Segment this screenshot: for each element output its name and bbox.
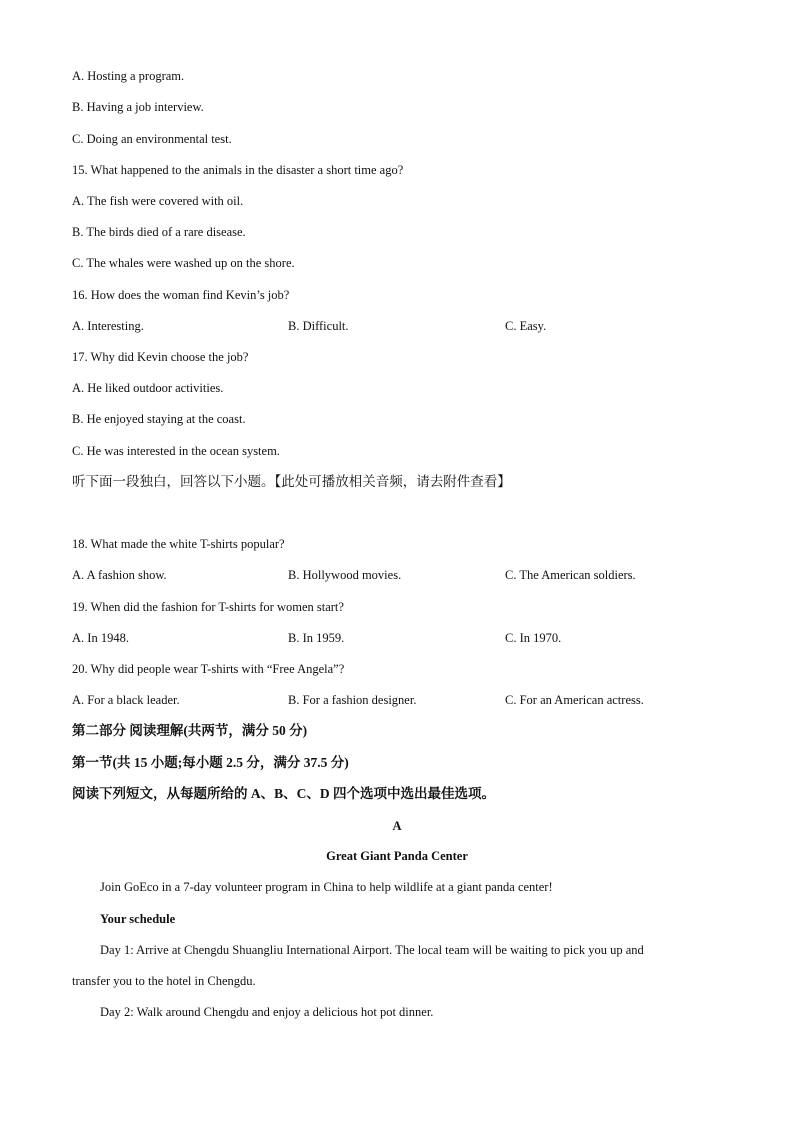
q18-option-a: A. A fashion show. [72, 568, 167, 582]
q16-question: 16. How does the woman find Kevin’s job? [72, 288, 290, 302]
q14-option-a: A. Hosting a program. [72, 69, 185, 83]
q17-question: 17. Why did Kevin choose the job? [72, 350, 249, 364]
q17-option-b: B. He enjoyed staying at the coast. [72, 412, 246, 426]
q16-option-b: B. Difficult. [288, 319, 349, 333]
q18-option-b: B. Hollywood movies. [288, 568, 402, 582]
q19-option-b: B. In 1959. [288, 631, 345, 645]
q14-option-b: B. Having a job interview. [72, 100, 204, 114]
day1-line2: transfer you to the hotel in Chengdu. [72, 974, 256, 988]
q15-option-b: B. The birds died of a rare disease. [72, 225, 246, 239]
day1-line1: Day 1: Arrive at Chengdu Shuangliu International Airport. The local team will be waiting to pick you up and [100, 943, 644, 957]
monologue-instruction: 听下面一段独白，回答以下小题。【此处可播放相关音频，请去附件查看】 [72, 474, 511, 489]
q17-option-a: A. He liked outdoor activities. [72, 381, 224, 395]
day2-text: Day 2: Walk around Chengdu and enjoy a delicious hot pot dinner. [100, 1005, 434, 1019]
q20-option-b: B. For a fashion designer. [288, 693, 417, 707]
q15-question: 15. What happened to the animals in the disaster a short time ago? [72, 163, 404, 177]
q16-option-a: A. Interesting. [72, 319, 144, 333]
q19-question: 19. When did the fashion for T-shirts for women start? [72, 600, 344, 614]
section1-heading: 第一节(共 15 小题;每小题 2.5 分，满分 37.5 分) [72, 755, 349, 770]
schedule-heading: Your schedule [100, 912, 176, 926]
passage-title: Great Giant Panda Center [326, 849, 468, 863]
passage-letter: A [392, 819, 402, 833]
q20-option-a: A. For a black leader. [72, 693, 180, 707]
q18-question: 18. What made the white T-shirts popular? [72, 537, 285, 551]
q15-option-a: A. The fish were covered with oil. [72, 194, 244, 208]
q16-option-c: C. Easy. [505, 319, 547, 333]
q20-question: 20. Why did people wear T-shirts with “Free Angela”? [72, 662, 345, 676]
reading-instruction: 阅读下列短文，从每题所给的 A、B、C、D 四个选项中选出最佳选项。 [72, 786, 496, 801]
passage-intro: Join GoEco in a 7-day volunteer program in China to help wildlife at a giant panda center! [100, 880, 553, 894]
q19-option-c: C. In 1970. [505, 631, 562, 645]
q17-option-c: C. He was interested in the ocean system. [72, 444, 280, 458]
q19-option-a: A. In 1948. [72, 631, 129, 645]
q14-option-c: C. Doing an environmental test. [72, 132, 232, 146]
q15-option-c: C. The whales were washed up on the shore. [72, 256, 295, 270]
q20-option-c: C. For an American actress. [505, 693, 644, 707]
part2-heading: 第二部分 阅读理解(共两节，满分 50 分) [72, 723, 308, 738]
q18-option-c: C. The American soldiers. [505, 568, 636, 582]
